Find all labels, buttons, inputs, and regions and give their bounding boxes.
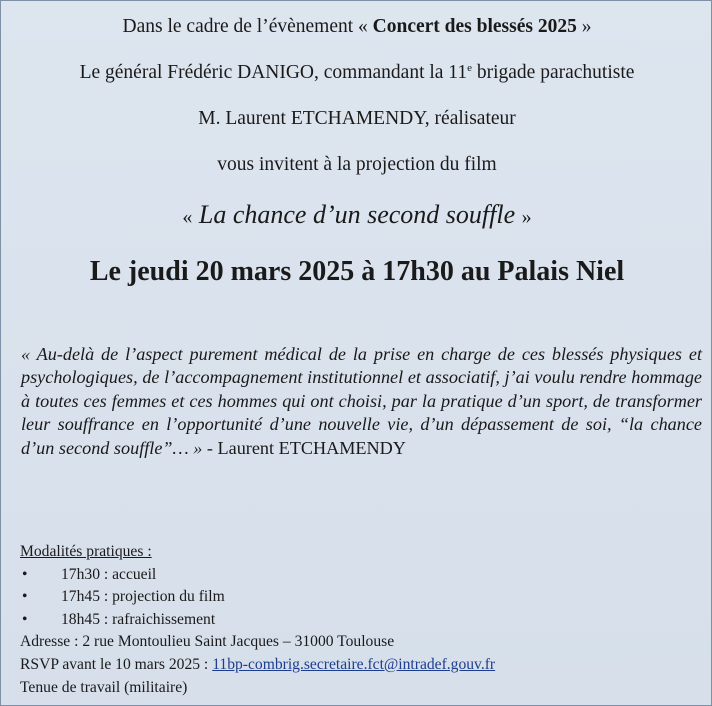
bullet-icon: • (22, 588, 28, 606)
general-text: Le général Frédéric DANIGO, commandant la 11 (79, 62, 468, 83)
practical-info (20, 541, 680, 699)
schedule-item-text: 17h30 : accueil (61, 565, 157, 583)
intro-suffix: » (581, 16, 592, 37)
invite-line: vous invitent à la projection du film (217, 154, 497, 175)
rsvp-line (20, 654, 680, 677)
rsvp-email-link[interactable]: 11bp-combrig.secretaire.fct@intradef.gouv.fr (212, 655, 496, 673)
bullet-icon: • (22, 565, 28, 583)
schedule-item (20, 609, 680, 632)
bullet-icon: • (22, 610, 28, 628)
film-title: La chance d’un second souffle (198, 200, 516, 229)
film-title-open-quote: « (182, 206, 193, 228)
schedule-item (20, 586, 680, 609)
rsvp-label: RSVP avant le 10 mars 2025 : (20, 655, 209, 673)
event-name: Concert des blessés 2025 (372, 16, 577, 37)
quote-text: « Au-delà de l’aspect purement médical de la prise en charge de ces blessés physiques et psychologiques, de l’accompagnement institutionnel et associatif, j’ai voulu rendre hommage à toutes ces femmes et ces hommes qui ont choisi, par la pratique d’un sport, de transformer leur souffrance en l’opportunité d’une nouvelle vie, d’un dépassement de soi, “la chance d’un second souffle”… » (21, 344, 702, 458)
general-brigade: brigade parachutiste (471, 62, 635, 83)
film-title-close-quote: » (521, 206, 532, 228)
address-line: Adresse : 2 rue Montoulieu Saint Jacques – 31000 Toulouse (20, 633, 395, 651)
schedule-item-text: 18h45 : rafraichissement (61, 610, 216, 628)
quote-author: - Laurent ETCHAMENDY (202, 437, 406, 458)
director-line: M. Laurent ETCHAMENDY, réalisateur (198, 108, 516, 129)
director-quote (21, 343, 702, 460)
intro-line (1, 16, 712, 38)
date-line: Le jeudi 20 mars 2025 à 17h30 au Palais Niel (89, 256, 625, 287)
film-title-line (1, 200, 712, 230)
general-line (0, 62, 712, 84)
dress-code-line: Tenue de travail (militaire) (20, 678, 188, 696)
schedule-item (20, 564, 680, 587)
practical-heading: Modalités pratiques : (20, 543, 152, 560)
schedule-item-text: 17h45 : projection du film (61, 588, 225, 606)
intro-prefix: Dans le cadre de l’évènement « (122, 16, 368, 37)
ordinal-superscript: e (467, 62, 472, 74)
